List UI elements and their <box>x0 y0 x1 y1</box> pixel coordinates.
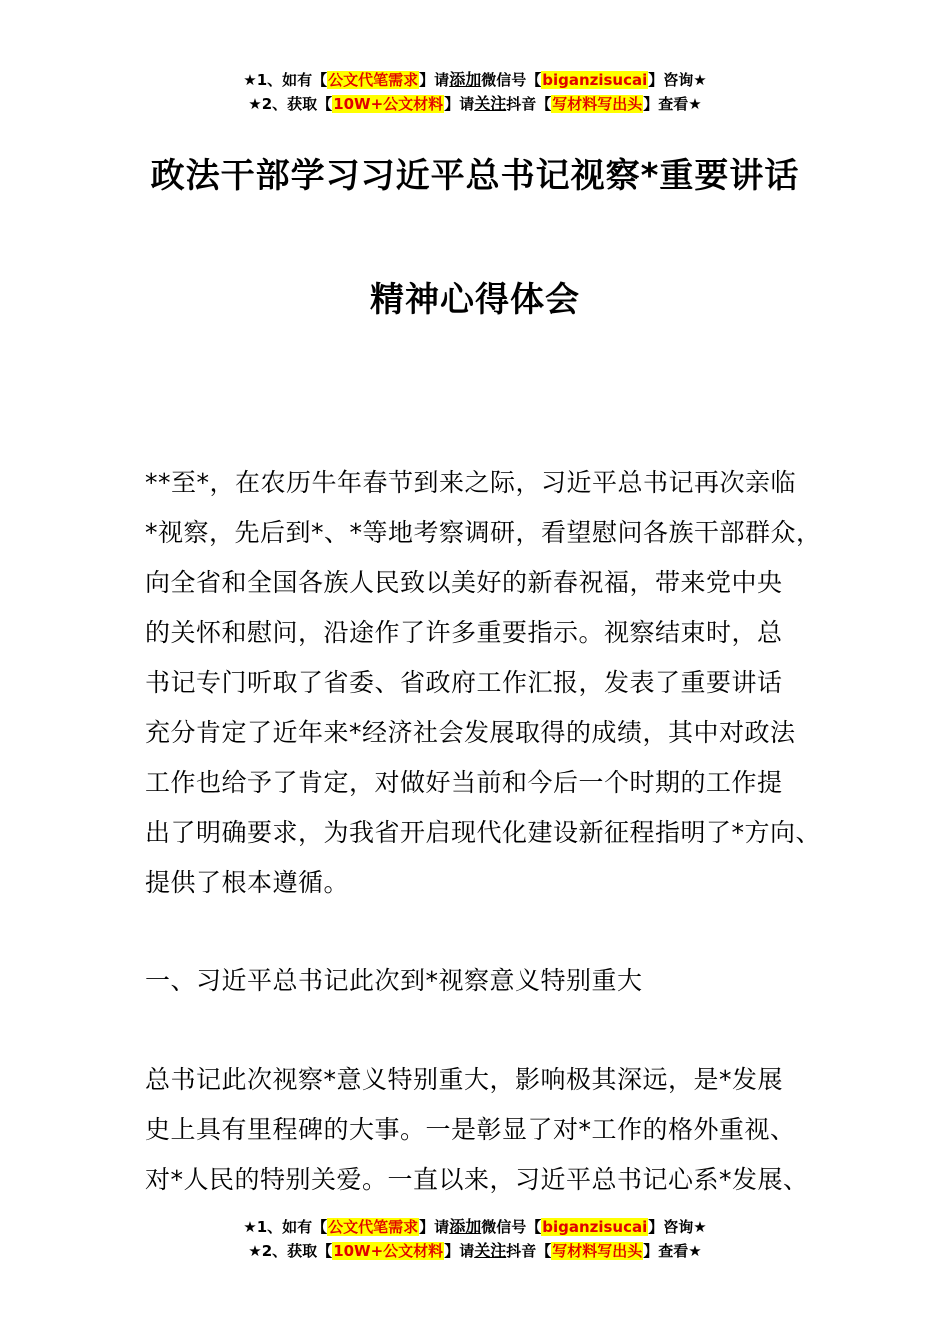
paragraph-line: 史上具有里程碑的大事。一是彰显了对*工作的格外重视、 <box>145 1115 796 1144</box>
banner-line-2 <box>0 1239 950 1263</box>
paragraph-line: 出了明确要求，为我省开启现代化建设新征程指明了*方向、 <box>145 818 822 847</box>
section-heading-text: 一、习近平总书记此次到*视察意义特别重大 <box>145 966 643 995</box>
banner-text: ★1、如有【 <box>243 1218 328 1236</box>
banner-line-2 <box>0 92 950 116</box>
paragraph-section-1 <box>145 1055 835 1205</box>
banner-emphasis: 关注 <box>474 94 507 113</box>
paragraph-line: 向全省和全国各族人民致以美好的新春祝福，带来党中央 <box>145 568 783 597</box>
banner-text: 】咨询★ <box>648 71 707 89</box>
banner-emphasis: 关注 <box>474 1241 507 1260</box>
paragraph-line: *视察，先后到*、*等地考察调研，看望慰问各族干部群众， <box>145 518 822 547</box>
banner-text: ★2、获取【 <box>248 95 333 113</box>
banner-text: 】请 <box>419 71 450 89</box>
bottom-banner <box>0 1215 950 1263</box>
banner-text: 】请 <box>444 95 475 113</box>
banner-text: 抖音【 <box>506 95 552 113</box>
banner-text: 微信号【 <box>481 1218 542 1236</box>
paragraph-intro <box>145 458 835 908</box>
paragraph-line: 书记专门听取了省委、省政府工作汇报，发表了重要讲话 <box>145 668 783 697</box>
banner-highlight: 10W+公文材料 <box>333 95 444 113</box>
section-heading <box>145 956 835 1006</box>
banner-text: 】查看★ <box>643 1242 702 1260</box>
top-banner <box>0 68 950 116</box>
banner-text: ★1、如有【 <box>243 71 328 89</box>
banner-text: 微信号【 <box>481 71 542 89</box>
banner-highlight: 公文代笔需求 <box>328 1218 419 1236</box>
banner-emphasis: 添加 <box>449 1217 482 1236</box>
banner-text: 抖音【 <box>506 1242 552 1260</box>
banner-text: 】请 <box>444 1242 475 1260</box>
paragraph-line: 提供了根本遵循。 <box>145 868 350 897</box>
banner-highlight: 10W+公文材料 <box>333 1242 444 1260</box>
paragraph-line: **至*，在农历牛年春节到来之际，习近平总书记再次亲临 <box>145 468 797 497</box>
banner-highlight: 公文代笔需求 <box>328 71 419 89</box>
banner-text: 】查看★ <box>643 95 702 113</box>
document-title-line-2: 精神心得体会 <box>370 280 580 320</box>
banner-line-1 <box>0 68 950 92</box>
banner-douyin-id: 写材料写出头 <box>552 1242 643 1260</box>
banner-line-1 <box>0 1215 950 1239</box>
banner-text: 】咨询★ <box>648 1218 707 1236</box>
paragraph-line: 充分肯定了近年来*经济社会发展取得的成绩，其中对政法 <box>145 718 796 747</box>
banner-wechat-id: biganzisucai <box>542 1218 648 1236</box>
paragraph-line: 总书记此次视察*意义特别重大，影响极其深远，是*发展 <box>145 1065 784 1094</box>
banner-wechat-id: biganzisucai <box>542 71 648 89</box>
banner-text: ★2、获取【 <box>248 1242 333 1260</box>
banner-emphasis: 添加 <box>449 70 482 89</box>
banner-douyin-id: 写材料写出头 <box>552 95 643 113</box>
document-title-line-1: 政法干部学习习近平总书记视察*重要讲话 <box>150 156 800 196</box>
paragraph-line: 对*人民的特别关爱。一直以来，习近平总书记心系*发展、 <box>145 1165 809 1194</box>
banner-text: 】请 <box>419 1218 450 1236</box>
paragraph-line: 的关怀和慰问，沿途作了许多重要指示。视察结束时，总 <box>145 618 783 647</box>
paragraph-line: 工作也给予了肯定，对做好当前和今后一个时期的工作提 <box>145 768 783 797</box>
